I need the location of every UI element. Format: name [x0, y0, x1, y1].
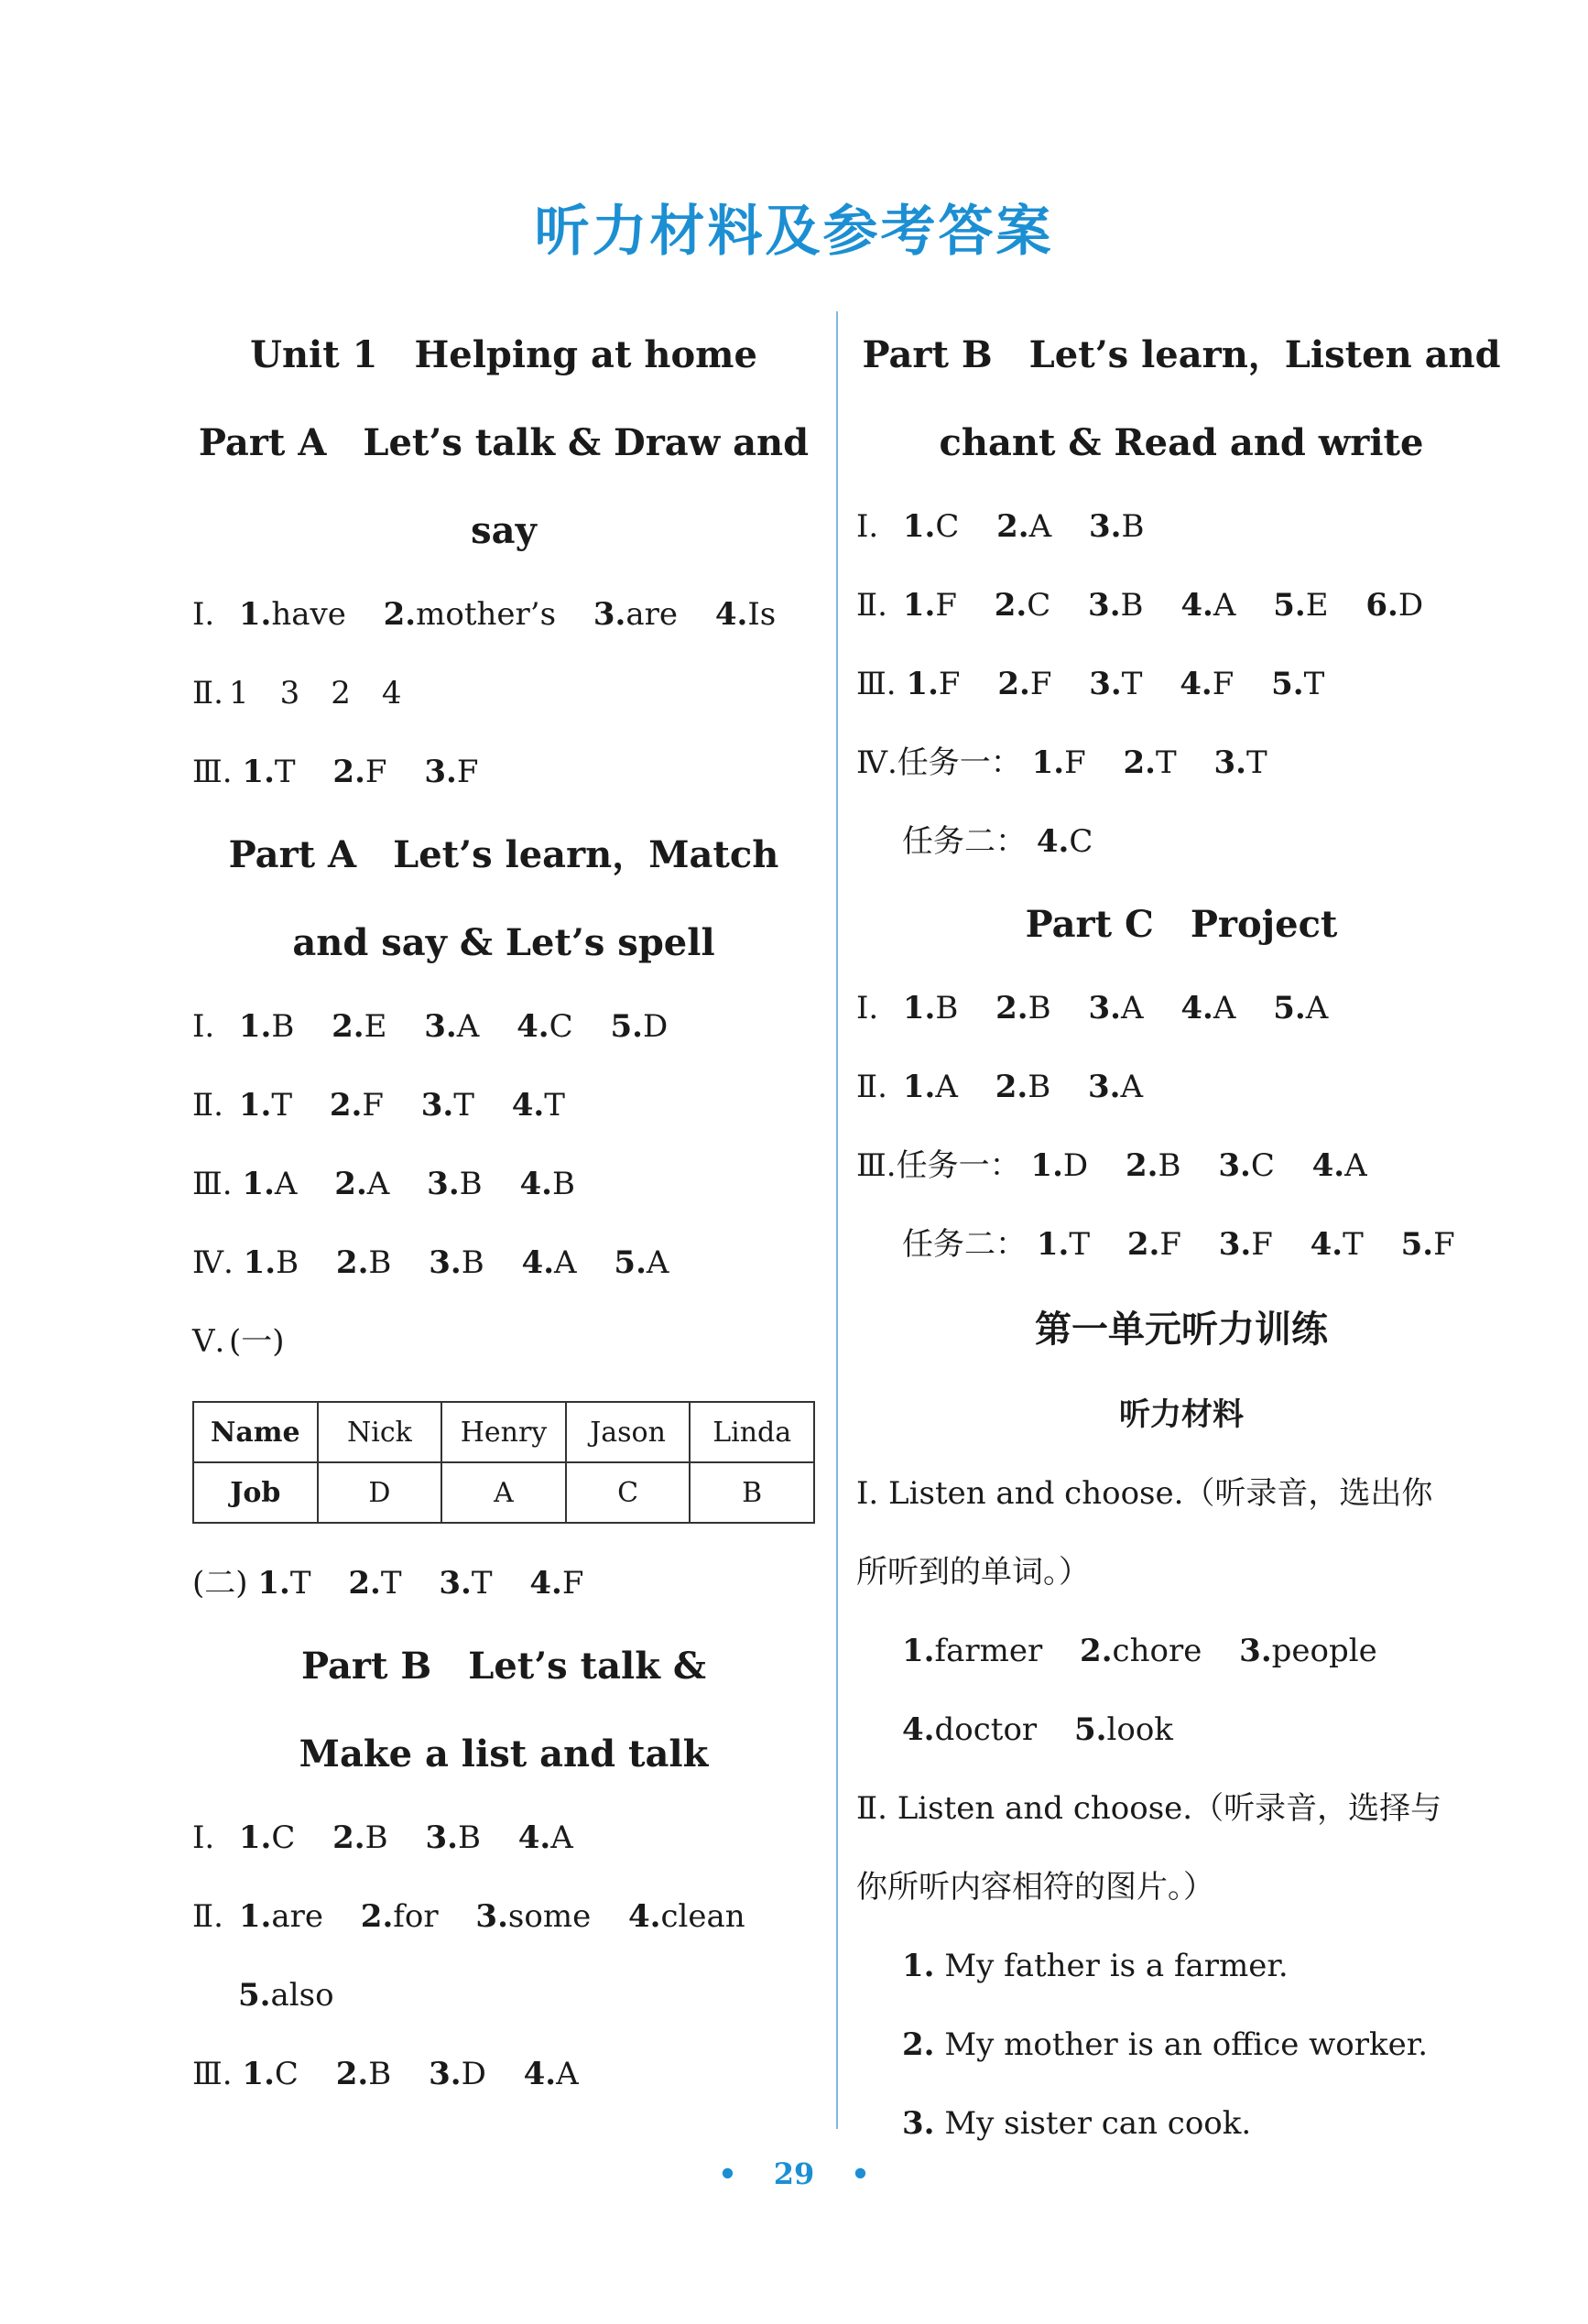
- answer-line: Ⅱ. 1 3 2 4: [192, 675, 402, 711]
- answer-line: Ⅰ. 1.have 2.mother’s 3.are 4.Is: [192, 596, 777, 633]
- table-row: [193, 1462, 814, 1523]
- answer-line: Ⅰ. 1.B 2.B 3.A 4.A 5.A: [856, 990, 1329, 1026]
- answer-line: Ⅳ.任务一： 1.F 2.T 3.T: [856, 744, 1267, 781]
- unit-title: Unit 1 Helping at home: [250, 333, 757, 376]
- answer-line: 任务二： 4.C: [902, 823, 1093, 860]
- table-cell: B: [690, 1462, 814, 1523]
- sentence-line: 2. My mother is an office worker.: [902, 2026, 1429, 2063]
- answer-line: Ⅱ. 1.T 2.F 3.T 4.T: [192, 1087, 565, 1124]
- table-cell: A: [441, 1462, 566, 1523]
- bullet-dot: •: [851, 2156, 870, 2191]
- sentence-line: 3. My sister can cook.: [902, 2105, 1252, 2142]
- question-text: 你所听内容相符的图片。）: [856, 1869, 1214, 1906]
- section-heading: 第一单元听力训练: [1035, 1309, 1328, 1351]
- table-cell: Jason: [566, 1402, 691, 1462]
- section-heading: Part A Let’s talk & Draw and say: [198, 421, 810, 552]
- table-cell: D: [318, 1462, 442, 1523]
- table-cell: Henry: [441, 1402, 566, 1462]
- answer-line: 任务二： 1.T 2.F 3.F 4.T 5.F: [902, 1226, 1455, 1263]
- page-number: • 29 •: [0, 2156, 1588, 2191]
- table-header-row: [193, 1402, 814, 1462]
- answer-line: Ⅰ. 1.B 2.E 3.A 4.C 5.D: [192, 1008, 669, 1045]
- section-heading: Part A Let’s learn，Match and say & Let’s spell: [228, 833, 779, 964]
- sentence-line: 1. My father is a farmer.: [902, 1948, 1289, 1984]
- answer-line: Ⅰ. 1.C 2.B 3.B 4.A: [192, 1819, 573, 1856]
- bullet-dot: •: [718, 2156, 737, 2191]
- question-text: 所听到的单词。）: [856, 1554, 1090, 1591]
- question-text: Ⅰ. Listen and choose.（听录音，选出你: [856, 1475, 1433, 1512]
- answer-line: Ⅲ. 1.T 2.F 3.F: [192, 754, 479, 790]
- table-cell: C: [566, 1462, 691, 1523]
- section-heading: Part C Project: [1025, 903, 1338, 946]
- answer-line: Ⅱ. 1.F 2.C 3.B 4.A 5.E 6.D: [856, 587, 1424, 624]
- word-list: 4.doctor 5.look: [902, 1711, 1173, 1748]
- left-column: [192, 311, 815, 2113]
- word-list: 1.farmer 2.chore 3.people: [902, 1633, 1377, 1669]
- answer-line: Ⅰ. 1.C 2.A 3.B: [856, 508, 1145, 545]
- table-cell: Nick: [318, 1402, 442, 1462]
- answer-line: Ⅱ. 1.A 2.B 3.A: [856, 1069, 1144, 1105]
- column-divider: [836, 311, 838, 2129]
- answer-line: Ⅲ. 1.A 2.A 3.B 4.B: [192, 1166, 575, 1202]
- answer-line: 5.also: [238, 1977, 334, 2014]
- table-cell: Name: [193, 1402, 318, 1462]
- answer-line: (二) 1.T 2.T 3.T 4.F: [192, 1565, 584, 1602]
- page-title: 听力材料及参考答案: [534, 200, 1054, 264]
- answer-line: Ⅳ. 1.B 2.B 3.B 4.A 5.A: [192, 1244, 669, 1281]
- table-cell: Job: [193, 1462, 318, 1523]
- section-subheading: 听力材料: [1119, 1396, 1244, 1433]
- table-cell: Linda: [690, 1402, 814, 1462]
- answer-line: Ⅱ. 1.are 2.for 3.some 4.clean: [192, 1898, 745, 1935]
- job-table: [192, 1401, 815, 1524]
- answer-line: Ⅲ. 1.C 2.B 3.D 4.A: [192, 2056, 579, 2092]
- section-heading: Part B Let’s talk & Make a list and talk: [299, 1645, 709, 1776]
- section-heading: Part B Let’s learn，Listen and chant & Read and write: [862, 333, 1501, 464]
- answer-line: Ⅴ. (一): [192, 1323, 285, 1360]
- right-column: [856, 311, 1506, 2163]
- answer-line: Ⅲ. 1.F 2.F 3.T 4.F 5.T: [856, 666, 1325, 702]
- answer-line: Ⅲ.任务一： 1.D 2.B 3.C 4.A: [856, 1147, 1367, 1184]
- question-text: Ⅱ. Listen and choose.（听录音，选择与: [856, 1790, 1442, 1827]
